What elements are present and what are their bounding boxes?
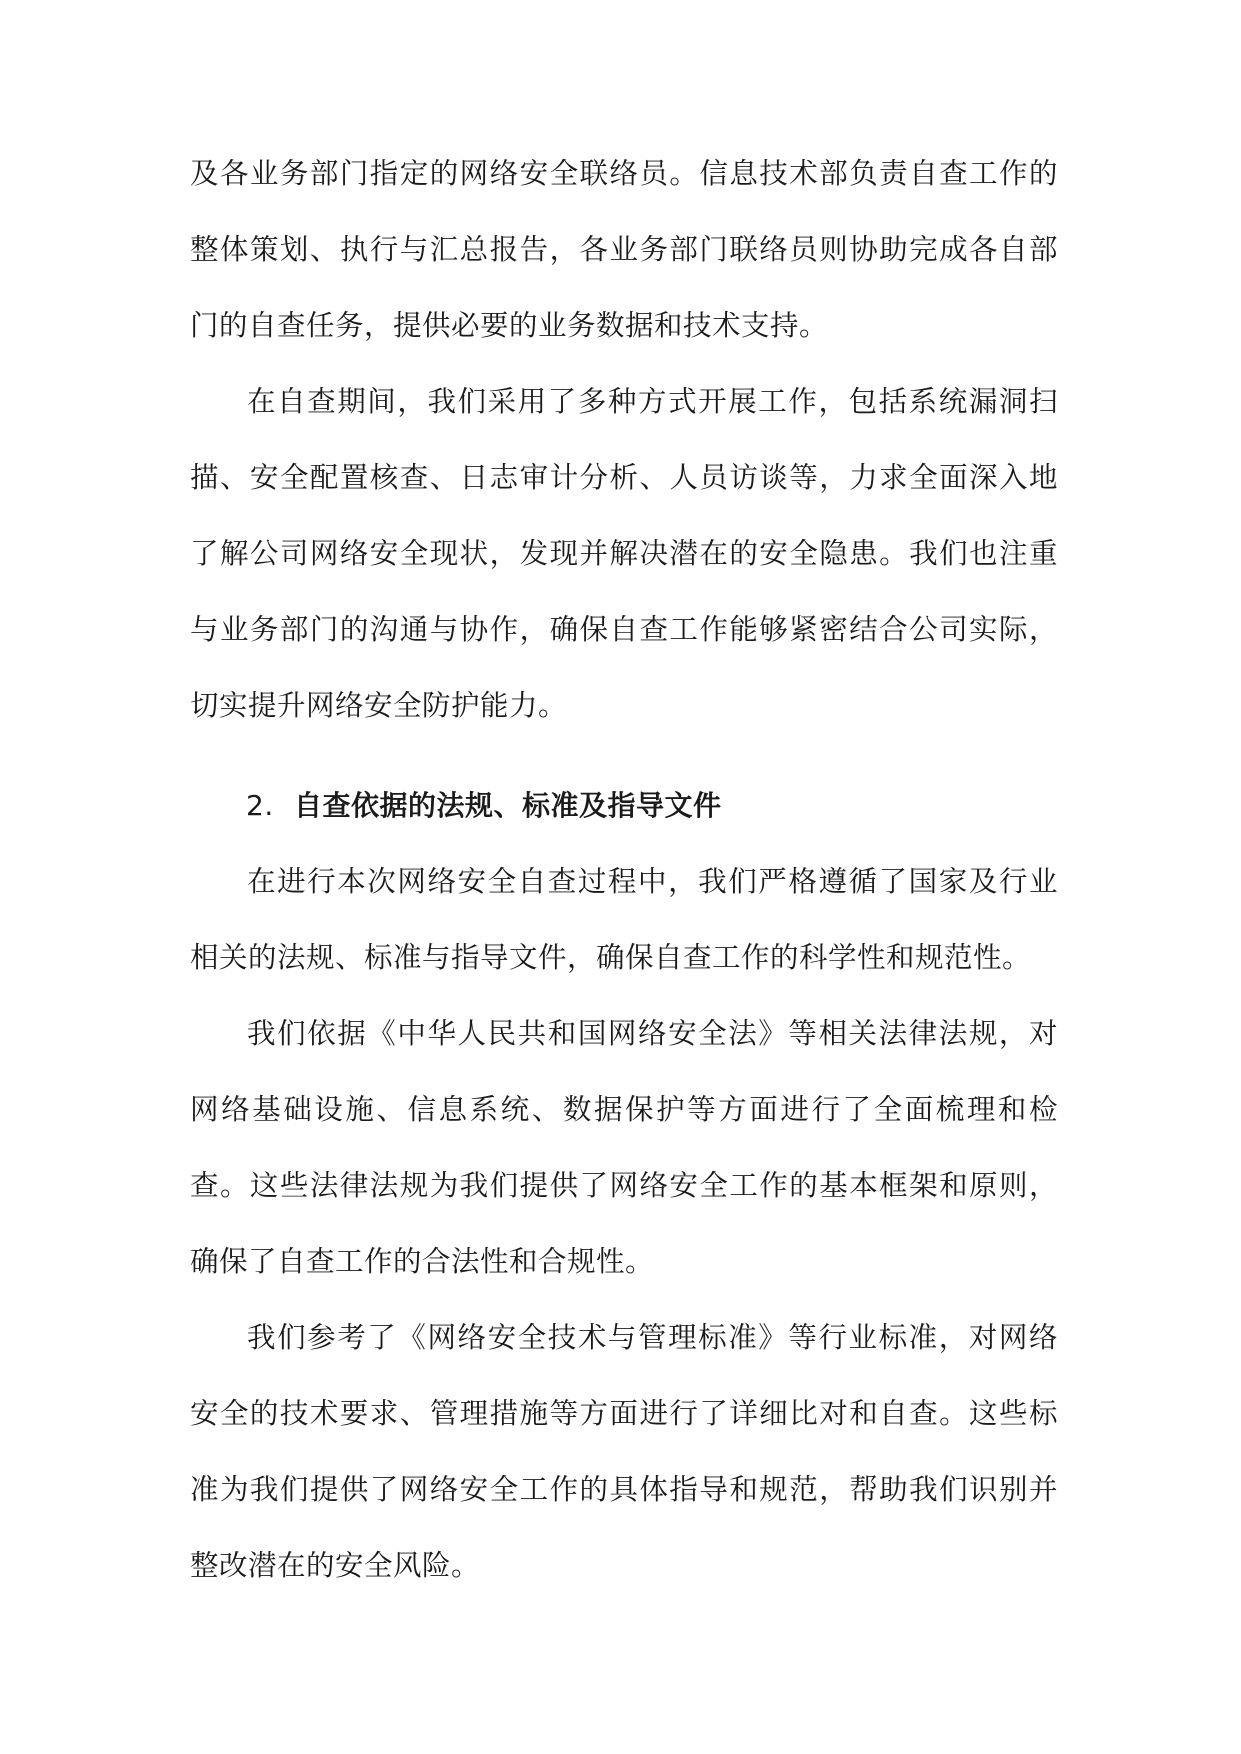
- paragraph-continuation: 及各业务部门指定的网络安全联络员。信息技术部负责自查工作的整体策划、执行与汇总报告，各业务部门联络员则协助完成各自部门的自查任务，提供必要的业务数据和技术支持。: [190, 157, 1058, 342]
- document-body: [190, 136, 1058, 1604]
- section-heading: [190, 768, 1058, 844]
- paragraph-standards: 我们参考了《网络安全技术与管理标准》等行业标准，对网络安全的技术要求、管理措施等方面进行了详细比对和自查。这些标准为我们提供了网络安全工作的具体指导和规范，帮助我们识别并整改潜在的安全风险。: [190, 1321, 1058, 1582]
- paragraph-methods: 在自查期间，我们采用了多种方式开展工作，包括系统漏洞扫描、安全配置核查、日志审计分析、人员访谈等，力求全面深入地了解公司网络安全现状，发现并解决潜在的安全隐患。我们也注重与业务部门的沟通与协作，确保自查工作能够紧密结合公司实际，切实提升网络安全防护能力。: [190, 385, 1058, 722]
- paragraph-laws: 我们依据《中华人民共和国网络安全法》等相关法律法规，对网络基础设施、信息系统、数据保护等方面进行了全面梳理和检查。这些法律法规为我们提供了网络安全工作的基本框架和原则，确保了自查工作的合法性和合规性。: [190, 1017, 1058, 1278]
- section-number: 2.: [246, 789, 274, 822]
- paragraph-intro: 在进行本次网络安全自查过程中，我们严格遵循了国家及行业相关的法规、标准与指导文件，确保自查工作的科学性和规范性。: [190, 865, 1058, 974]
- section-title: 自查依据的法规、标准及指导文件: [294, 789, 722, 822]
